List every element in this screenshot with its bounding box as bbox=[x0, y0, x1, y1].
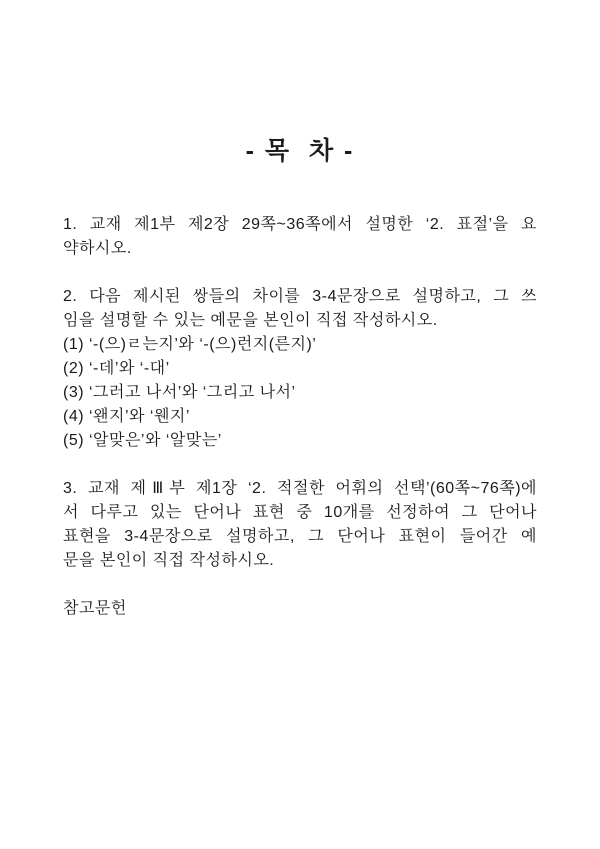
page-title: - 목 차 - bbox=[245, 137, 355, 165]
question-3-line-3: 표현을 3-4문장으로 설명하고, 그 단어나 표현이 들어간 예 bbox=[63, 528, 537, 545]
list-item: (3) ‘그러고 나서’와 ‘그리고 나서’ bbox=[63, 384, 296, 401]
question-1 bbox=[63, 213, 537, 261]
references-label: 참고문헌 bbox=[63, 600, 127, 617]
question-2-line-2: 임을 설명할 수 있는 예문을 본인이 직접 작성하시오. bbox=[63, 312, 438, 329]
question-3-line-4: 문을 본인이 직접 작성하시오. bbox=[63, 552, 275, 569]
question-1-line-1: 1. 교재 제1부 제2장 29쪽~36쪽에서 설명한 ‘2. 표절’을 요 bbox=[63, 216, 537, 233]
list-item: (1) ‘-(으)ㄹ는지’와 ‘-(으)런지(른지)’ bbox=[63, 336, 317, 353]
question-3-line-2: 서 다루고 있는 단어나 표현 중 10개를 선정하여 그 단어나 bbox=[63, 504, 537, 521]
question-2 bbox=[63, 285, 537, 453]
question-3 bbox=[63, 477, 537, 573]
list-item: (5) ‘알맞은’와 ‘알맞는’ bbox=[63, 432, 222, 449]
references-section bbox=[63, 597, 537, 621]
question-2-line-1: 2. 다음 제시된 쌍들의 차이를 3-4문장으로 설명하고, 그 쓰 bbox=[63, 288, 537, 305]
list-item: (4) ‘왠지’와 ‘웬지’ bbox=[63, 408, 190, 425]
list-item: (2) ‘-데’와 ‘-대’ bbox=[63, 360, 170, 377]
question-1-line-2: 약하시오. bbox=[63, 240, 132, 257]
question-3-line-1: 3. 교재 제Ⅲ부 제1장 ‘2. 적절한 어휘의 선택’(60쪽~76쪽)에 bbox=[63, 480, 537, 497]
